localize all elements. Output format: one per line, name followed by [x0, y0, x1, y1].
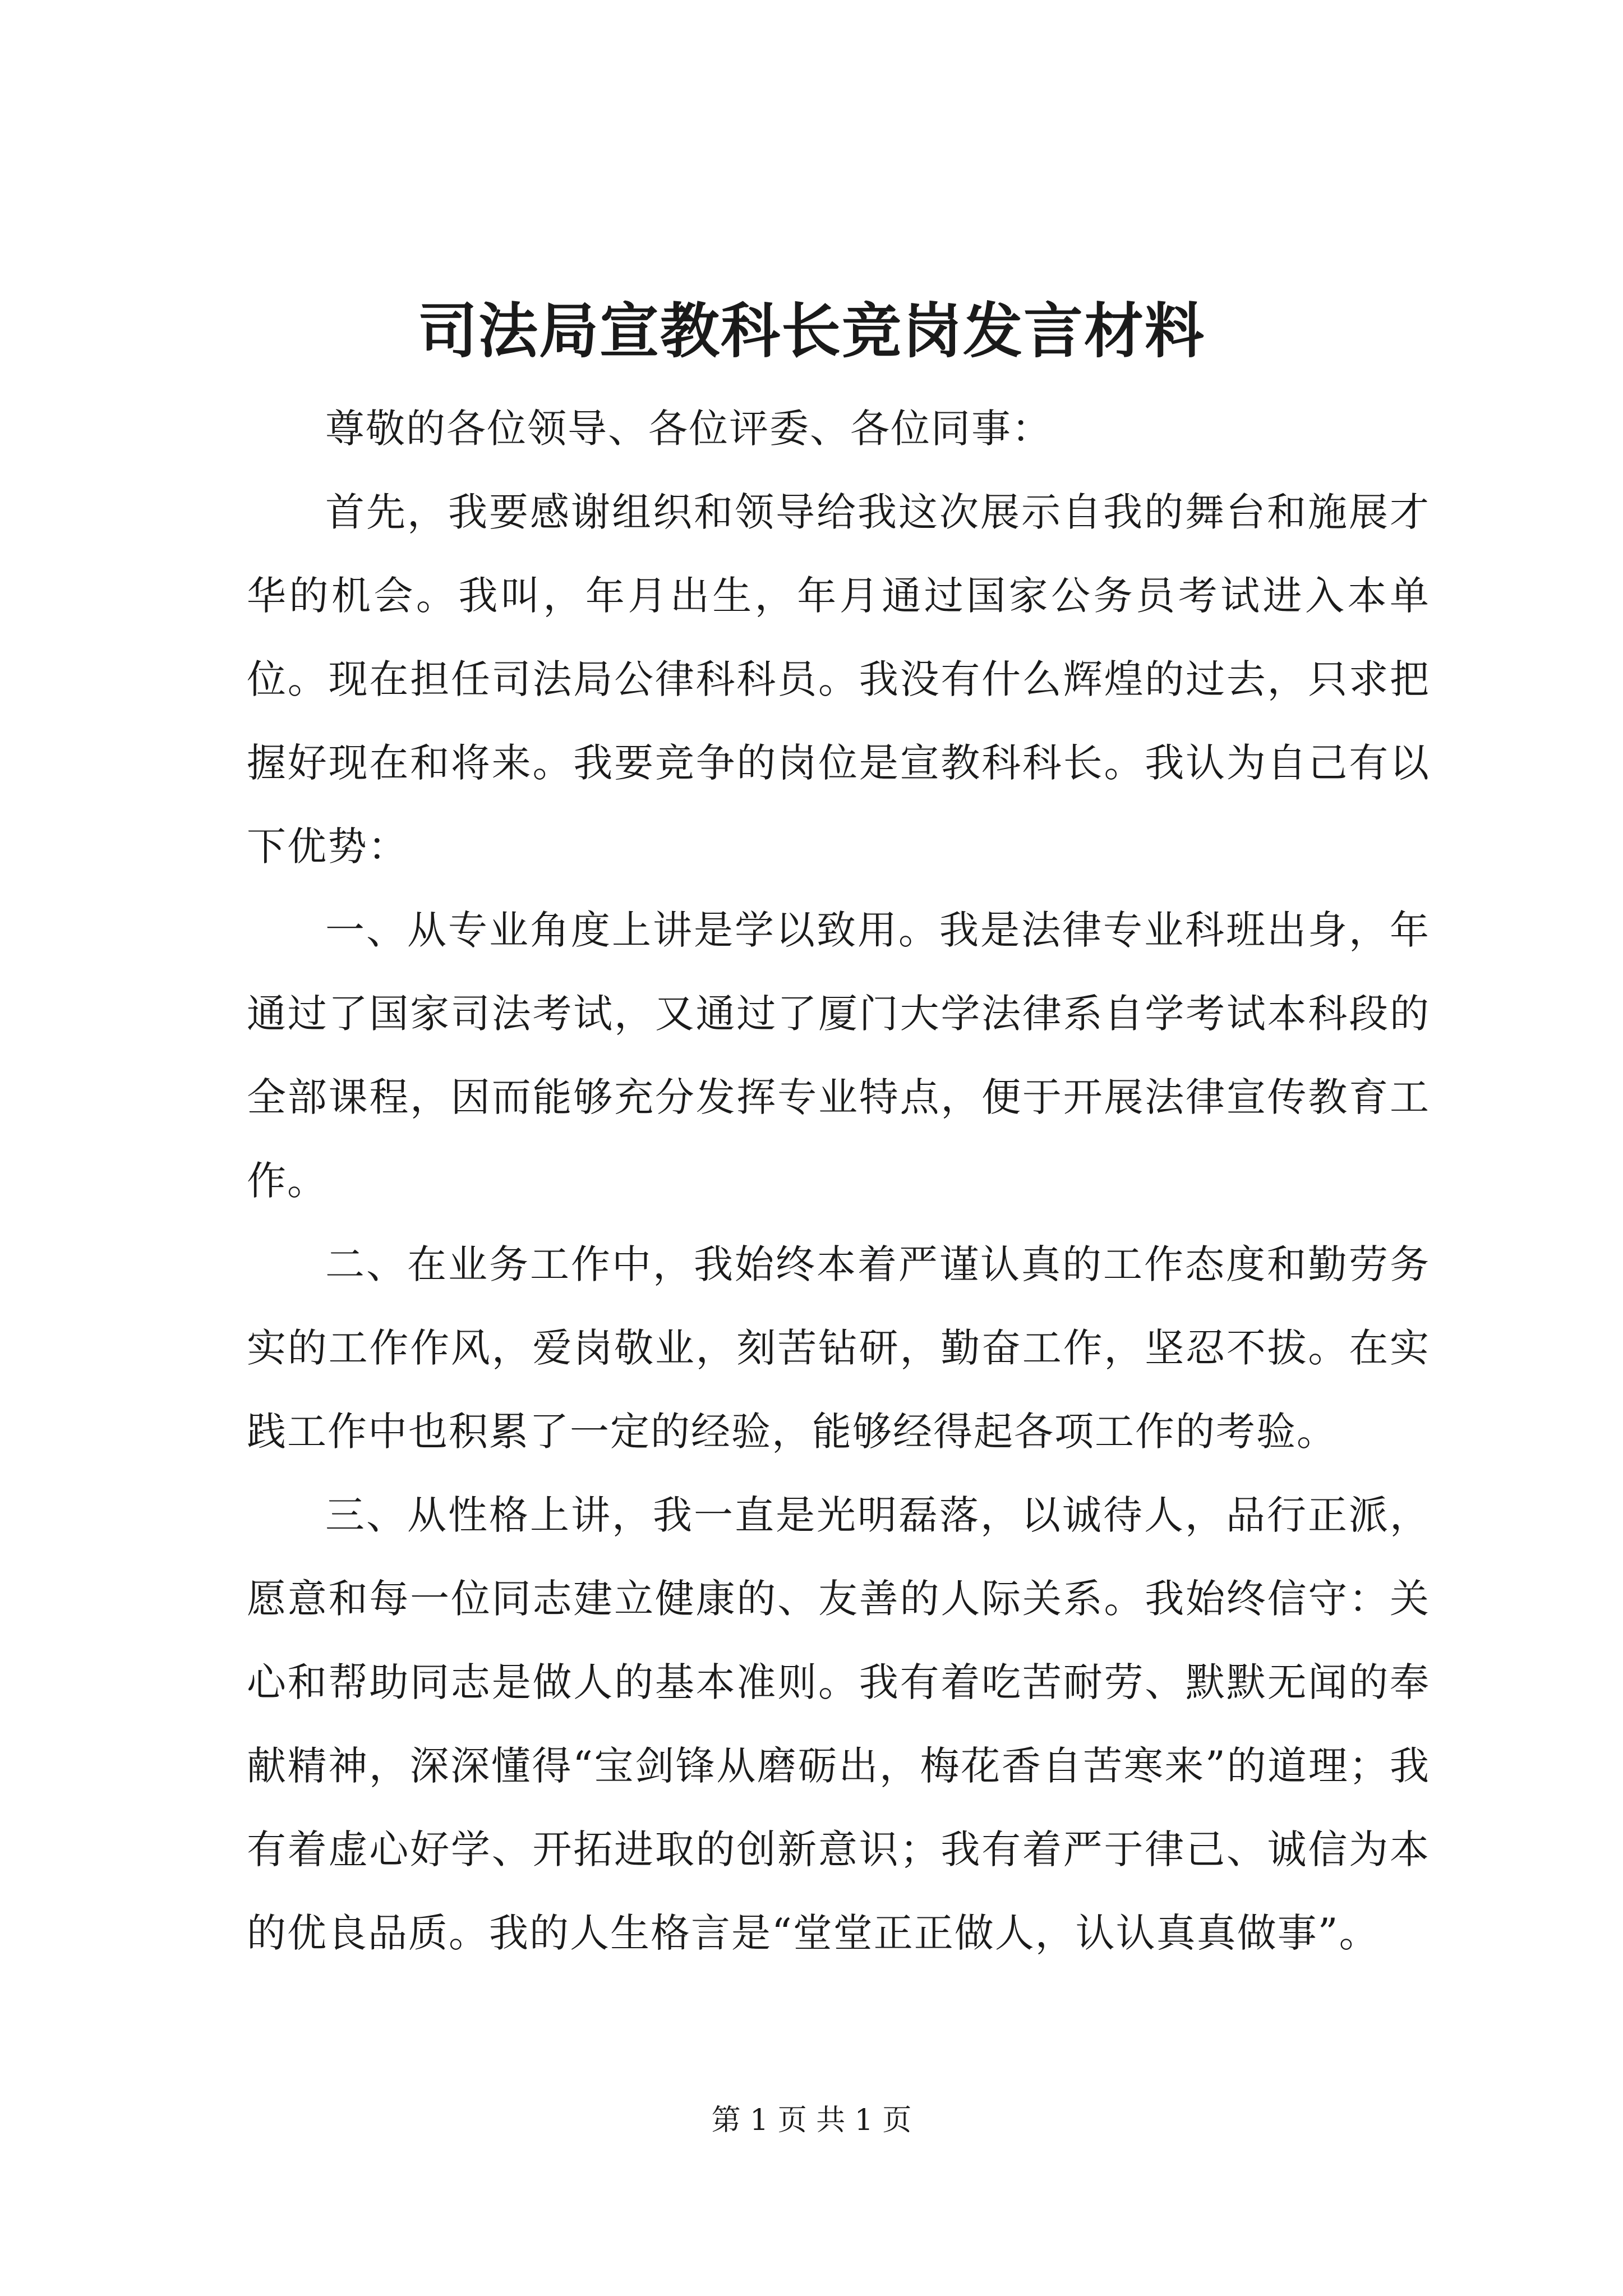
document-body [247, 387, 1430, 1975]
page-footer: 第 1 页 共 1 页 [711, 2104, 912, 2137]
advantage-2-paragraph: 二、在业务工作中，我始终本着严谨认真的工作态度和勤劳务实的工作作风，爱岗敬业，刻苦钻研，勤奋工作，坚忍不拔。在实践工作中也积累了一定的经验，能够经得起各项工作的考验。 [247, 1241, 1430, 1455]
advantage-3-paragraph: 三、从性格上讲，我一直是光明磊落，以诚待人，品行正派，愿意和每一位同志建立健康的、友善的人际关系。我始终信守：关心和帮助同志是做人的基本准则。我有着吃苦耐劳、默默无闻的奉献精神，深深懂得“宝剑锋从磨砺出，梅花香自苦寒来”的道理；我有着虚心好学、开拓进取的创新意识；我有着严于律己、诚信为本的优良品质。我的人生格言是“堂堂正正做人，认认真真做事”。 [247, 1492, 1430, 1956]
document-title: 司法局宣教科长竞岗发言材料 [418, 296, 1205, 366]
intro-paragraph: 首先，我要感谢组织和领导给我这次展示自我的舞台和施展才华的机会。我叫，年月出生，年月通过国家公务员考试进入本单位。现在担任司法局公律科科员。我没有什么辉煌的过去，只求把握好现在和将来。我要竞争的岗位是宣教科科长。我认为自己有以下优势： [247, 489, 1430, 869]
advantage-1-paragraph: 一、从专业角度上讲是学以致用。我是法律专业科班出身，年通过了国家司法考试，又通过了厦门大学法律系自学考试本科段的全部课程，因而能够充分发挥专业特点，便于开展法律宣传教育工作。 [247, 907, 1430, 1204]
salutation-paragraph: 尊敬的各位领导、各位评委、各位同事： [325, 406, 1052, 452]
